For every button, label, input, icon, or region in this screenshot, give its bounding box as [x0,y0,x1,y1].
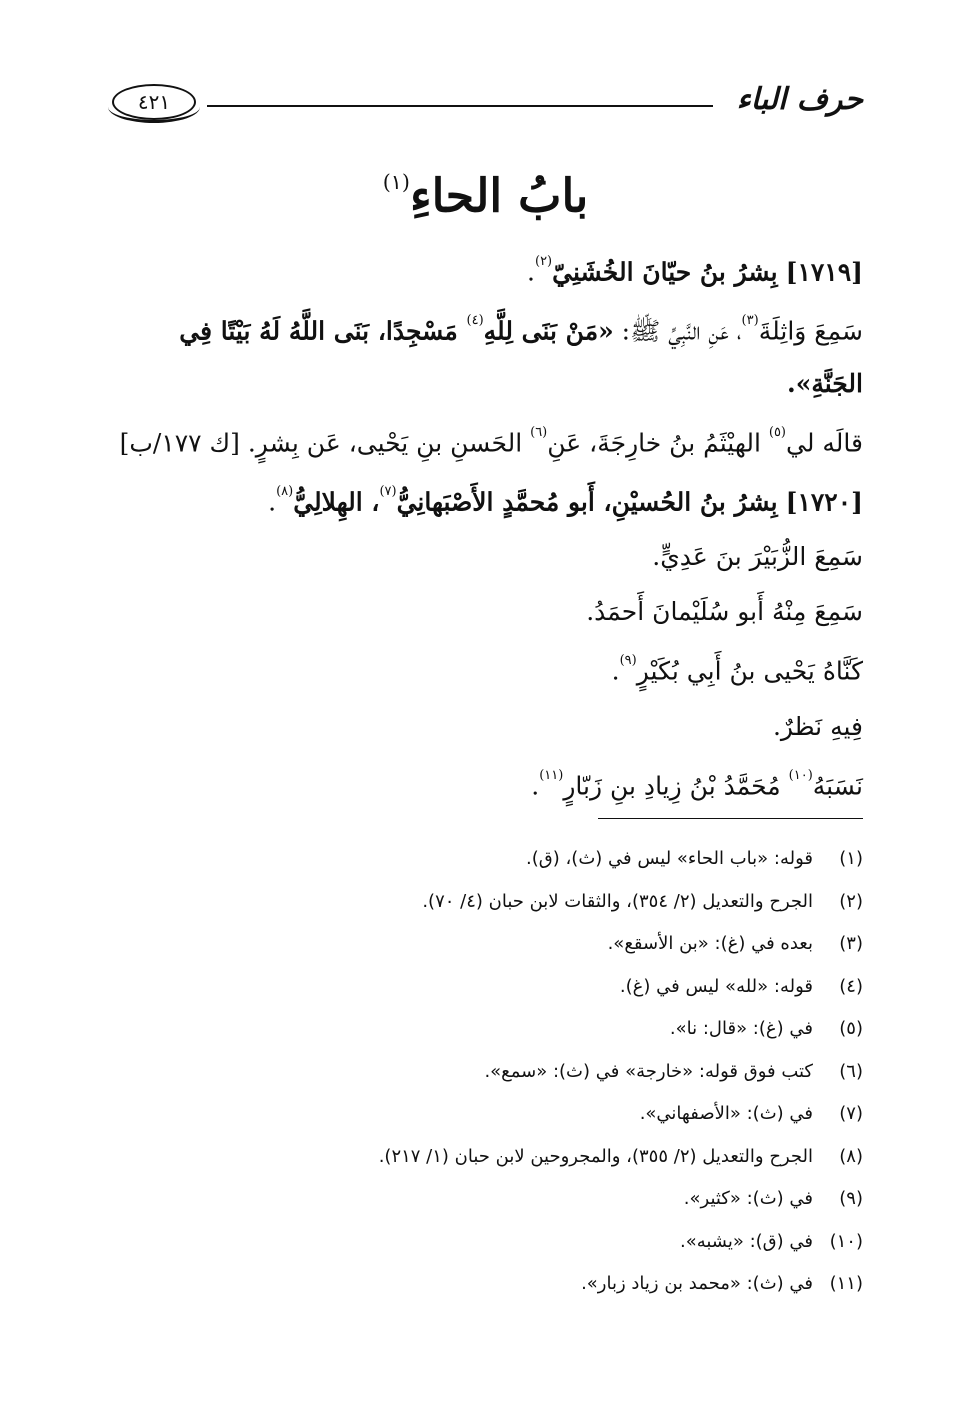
footnote-number: (٤) [839,975,863,997]
footnote-text: بعده في (غ): «بن الأسقع». [607,933,813,954]
footnote-ref: (٦) [530,424,548,440]
footnote-item [108,881,863,924]
entry-name: بِشرُ بنُ الحُسيْنِ، أَبو مُحمَّدٍ الأَصْبَهانِيُّ [396,487,778,517]
footnote-ref: (٤) [466,313,484,329]
footnotes-list [108,838,863,1306]
footnote-separator [598,818,863,819]
footnote-text: في (ق): «يشبه». [679,1230,813,1252]
footnote-ref: (٧) [379,483,397,499]
footnote-ref: (٩) [619,653,637,669]
entry-1720-line: سَمِعَ مِنْهُ أَبو سُلَيْمانَ أَحمَدُ. [586,597,863,627]
text-segment: مُحَمَّدُ بْنُ زِيادِ بنِ زَبّارٍ [563,770,789,800]
footnote-number: (٥) [839,1018,863,1039]
footnote-number: (١٠) [829,1230,863,1252]
entry-1719-hadith [108,301,863,409]
page-number: ٤٢١ [137,90,171,114]
footnote-text: الجرح والتعديل (٢/ ٣٥٥)، والمجروحين لابن حبان (١/ ٢١٧). [378,1145,813,1167]
footnote-ref: (١١) [539,767,564,783]
entry-1720-line: سَمِعَ الزُّبَيْرَ بنَ عَدِيٍّ. [652,542,863,572]
page-number-badge [112,84,196,120]
footnote-number: (٧) [839,1103,863,1124]
text-segment: سَمِعَ وَاثِلَةَ [758,316,863,346]
footnote-item [108,1051,863,1094]
footnote-number: (٣) [839,933,863,954]
running-head: حرف الباء [736,82,863,117]
entry-number: [١٧١٩] [785,257,863,287]
footnote-text: في (ث): «الأصفهاني». [639,1103,813,1124]
entry-1720-line: فِيهِ نَظرٌ. [772,711,863,741]
entry-1720-kunya [108,641,863,697]
footnote-ref: (١٠) [788,767,813,783]
footnote-number: (٦) [839,1060,863,1082]
footnote-text: الجرح والتعديل (٢/ ٣٥٤)، والثقات لابن حبان (٤/ ٧٠). [422,890,813,912]
text-segment: الحَسنِ بنِ يَحْيى، عَن بِشرٍ. [ك ١٧٧/ب] [119,427,531,457]
footnote-item [108,1008,863,1051]
punctuation: . [268,487,277,517]
entry-number: [١٧٢٠] [785,487,863,517]
hadith-text: مَسْجِدًا، بَنَى اللَّهُ لَهُ بَيْتًا فِي الجَنَّةِ». [179,316,863,398]
entry-name: بِشرُ بنُ حيّانَ الخُشَنِيّ [552,257,778,287]
main-text [108,242,863,815]
footnote-item [108,1221,863,1264]
footnote-number: (١) [839,848,863,869]
footnote-item [108,838,863,881]
header-rule [207,105,713,107]
entry-1720-heading [108,472,863,528]
text-segment: نَسَبَهُ [812,770,863,800]
page-header [112,78,863,138]
footnote-ref: (٢) [534,254,553,269]
footnote-number: (٩) [839,1188,863,1209]
footnote-text: في (ث): «محمد بن زياد زبار». [581,1273,813,1294]
punctuation: . [531,770,540,800]
chapter-title [0,158,971,225]
footnote-item [108,966,863,1009]
footnote-item [108,1093,863,1136]
text-segment: ، عَنِ النَّبِيِّ ﷺ: [613,316,742,346]
footnote-ref: (٥) [768,424,786,440]
punctuation: . [527,257,535,287]
footnote-item [108,923,863,966]
text-segment: الهيْثَمُ بنُ خارِجَةَ، عَنِ [547,427,769,457]
entry-1720-lineage [108,756,863,812]
footnote-number: (١١) [829,1273,863,1294]
footnote-text: في (غ): «قال: نا». [669,1018,813,1039]
entry-1719-source [108,413,863,469]
footnote-ref: (٨) [276,483,294,499]
text-segment: كَنَّاهُ يَحْيى بنُ أَبِي بُكَيْرٍ [636,656,863,686]
footnote-text: قوله: «باب الحاء» ليس في (ث)، (ق). [526,848,813,869]
punctuation: . [611,656,620,686]
footnote-number: (٢) [839,890,863,912]
footnote-ref: (٣) [741,313,759,329]
hadith-text: «مَنْ بَنَى لِلَّهِ [483,316,614,346]
footnote-item [108,1263,863,1306]
entry-1719-heading [108,242,863,298]
footnote-text: كتب فوق قوله: «خارجة» في (ث): «سمع». [484,1060,813,1082]
entry-name: ، الهِلالِيُّ [293,487,380,517]
footnote-text: في (ث): «كثير». [683,1188,813,1209]
chapter-title-text: بابُ الحاءِ [410,168,589,223]
chapter-footnote-ref: (١) [382,169,410,194]
footnote-item [108,1178,863,1221]
footnote-number: (٨) [839,1145,863,1167]
footnote-item [108,1136,863,1179]
text-segment: قالَه لي [786,427,863,457]
footnote-text: قوله: «لله» ليس في (غ). [619,975,813,997]
